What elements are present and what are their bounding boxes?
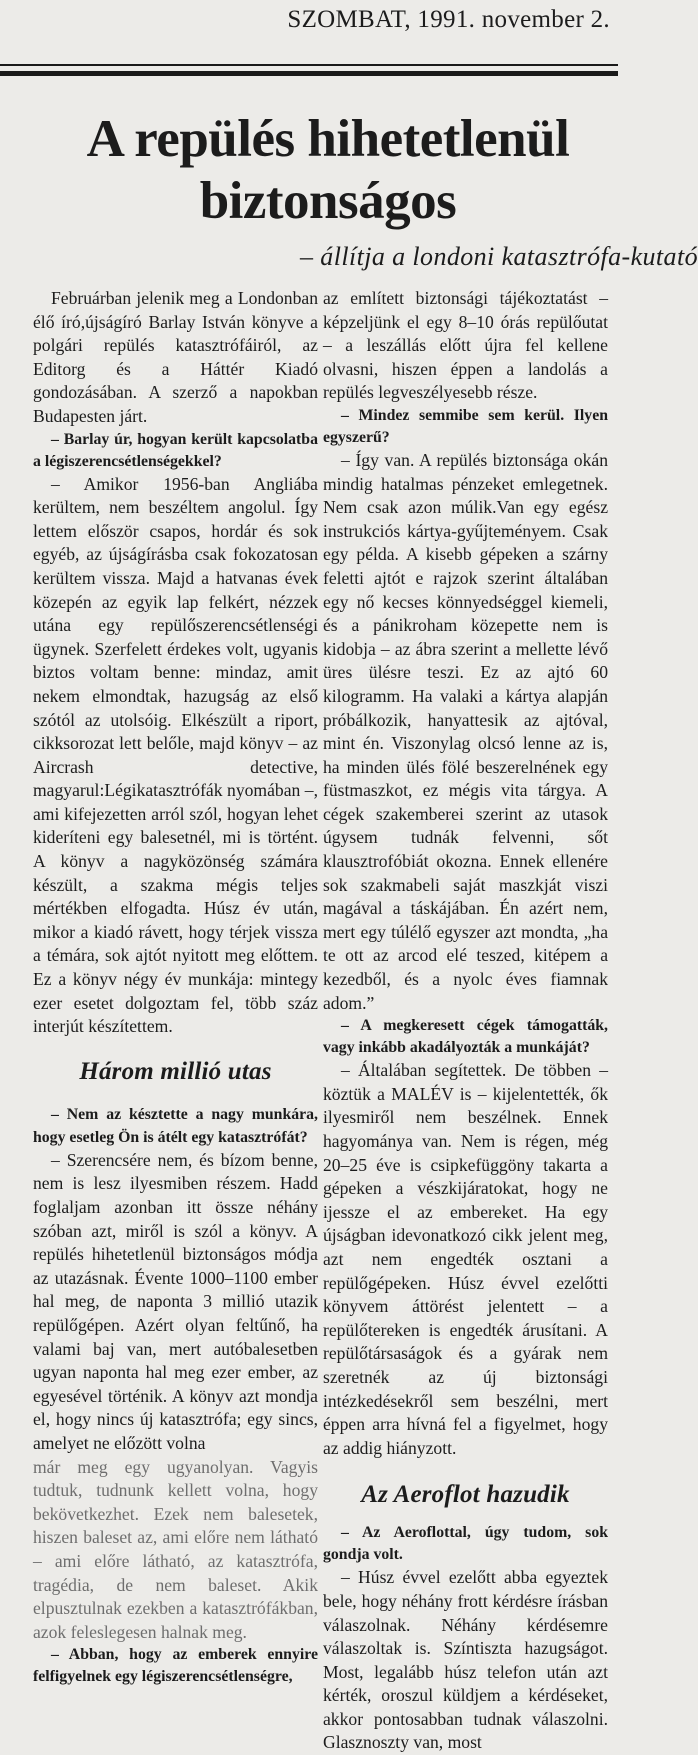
interview-question: – Nem az késztette a nagy munkára, hogy esetleg Ön is átélt egy katasztrófát? bbox=[33, 1105, 318, 1146]
interview-answer: – Általában segítettek. De többen – köztük a MALÉV is – kijelentették, ők ilyesmiről nem beszélnek. Ennek hagyománya van. Nem is régen, még 20–25 éve is csipkefüggöny takarta a gépeken a vészkijáratokat, hogy ne ijessze el az embereket. Ha egy újságban idevonatkozó cikk jelent meg, azt nem engedték osztani a repülőgépeken. Húsz évvel ezelőtti könyvem áttörést jelentett – a repülőtereken is engedték árusítani. A repülőtársaságok és a gyárak nem szeretnék az új biztonsági intézkedésekről sem beszélni, mert éppen arra hívná fel a figyelmet, hogy az addig hiányzott. bbox=[323, 1060, 608, 1458]
interview-answer-continued: az említett biztonsági tájékoztatást – képzeljünk el egy 8–10 órás repülőutat – a leszállás előtt újra fel kellene olvasni, hiszen éppen a landolás a repülés legveszélyesebb része. bbox=[323, 288, 608, 403]
section-subhead: Az Aeroflot hazudik bbox=[361, 1481, 570, 1509]
interview-answer: – Szerencsére nem, és bízom benne, nem is lesz ilyesmiben részem. Hadd foglaljam azonban itt össze néhány szóban azt, miről is szól a könyv. A repülés hihetetlenül biztonságos módja az utazásnak. Évente 1000–1100 ember hal meg, de naponta 3 millió utazik repülőgépen. Azért olyan feltűnő, ha valami baj van, mert autóbalesetben ugyan naponta hal meg ezer ember, az egyesével történik. A könyv azt mondja el, hogy nincs új katasztrófa; egy sincs, amelyet ne előzött volna bbox=[33, 1149, 318, 1453]
interview-question: – Abban, hogy az emberek ennyire felfigyelnek egy légiszerencsétlenségre, bbox=[33, 1646, 318, 1686]
article-headline: A repülés hihetetlenül biztonságos bbox=[86, 110, 570, 230]
article-column-left bbox=[33, 287, 318, 1688]
interview-question: – A megkeresett cégek támogatták, vagy inkább akadályozták a munkáját? bbox=[323, 1017, 608, 1057]
article-deck: – állítja a londoni katasztrófa-kutató bbox=[300, 242, 698, 271]
interview-question: – Mindez semmibe sem kerül. Ilyen egyszerű? bbox=[323, 406, 608, 446]
article-column-right bbox=[323, 287, 608, 1753]
interview-question: – Az Aeroflottal, úgy tudom, sok gondja volt. bbox=[323, 1524, 608, 1564]
interview-question: – Barlay úr, hogyan került kapcsolatba a légiszerencsétlenségekkel? bbox=[33, 430, 318, 470]
header-rule-thin bbox=[0, 64, 618, 66]
issue-date: SZOMBAT, 1991. november 2. bbox=[287, 6, 610, 33]
section-subhead: Három millió utas bbox=[79, 1057, 272, 1085]
interview-answer-continued: már meg egy ugyanolyan. Vagyis tudtuk, tudnunk kellett volna, hogy bekövetkezhet. Ezek nem balesetek, hiszen baleset az, ami előre nem látható – ami előre látható, az katasztrófa, tragédia, de nem baleset. Akik elpusztulnak ezekben a katasztrófákban, azok feleslegesen halnak meg. bbox=[33, 1456, 318, 1642]
lead-paragraph: Februárban jelenik meg a Londonban élő író,újságíró Barlay István könyve a polgári repülés katasztrófáiról, az Editorg és a Háttér Kiadó gondozásában. A szerző a napokban Budapesten járt. bbox=[33, 288, 318, 426]
interview-answer: – Így van. A repülés biztonsága okán mindig hatalmas pénzeket emlegetnek. Nem csak azon múlik.Van egy egész instrukciós kártya-gyűjteményem. Csak egy példa. A kisebb gépeken a szárny feletti ajtót e rajzok szerint általában egy nő kecses könnyedséggel kiemeli, és a pánikroham közepette nem is kidobja – az ábra szerint a mellette lévő üres ülésre teszi. Ez az ajtó 60 kilogramm. Ha valaki a kártya alapján próbálkozik, hanyattesik az ajtóval, mint én. Viszonylag olcsó lenne az is, ha minden ülés fölé beszerelnének egy füstmaszkot, ez mégis vita tárgya. A cégek szakemberei szerint az utasok úgysem tudnák felvenni, sőt klausztrofóbiát okozna. Ennek ellenére sok szakmabeli saját maszkját viszi magával a táskájában. Én azért nem, mert egy túlélő egyszer azt mondta, „ha te ott az arcod elé teszed, kitépem a kezedből, és a nyolc éves fiamnak adom.” bbox=[323, 449, 608, 1013]
interview-answer: – Amikor 1956-ban Angliába kerültem, nem beszéltem angolul. Így lettem először csapos, hordár és sok egyéb, az újságírásba csak fokozatosan kerültem vissza. Majd a hatvanas évek közepén az egyik lap felkért, nézzek utána egy repülőszerencsétlenségi ügynek. Szerfelett érdekes volt, ugyanis biztos voltam benne: mindaz, amit nekem elmondtak, hazugság az első szótól az utolsóig. Elkészült a riport, cikksorozat lett belőle, majd könyv – az Aircrash detective, magyarul:Légikatasztrófák nyomában –, ami kifejezetten arról szól, hogyan lehet kideríteni egy balesetnél, mi is történt. A könyv a nagyközönség számára készült, a szakma mégis teljes mértékben elfogadta. Húsz év után, mikor a kiadó rávett, hogy térjek vissza a témára, sok ajtót nyitott meg előttem. Ez a könyv négy év munkája: mintegy ezer esetet dolgoztam fel, több száz interjút készítettem. bbox=[33, 473, 318, 1037]
interview-answer: – Húsz évvel ezelőtt abba egyeztek bele, hogy néhány frott kérdésre írásban válaszolnak. Néhány kérdésemre válaszoltak is. Színtiszta hazugságot. Most, legalább húsz telefon után azt kérték, oroszul küldjem a kérdéseket, akkor pontosabban tudnak válaszolni. Glasznoszty van, most bbox=[323, 1567, 608, 1753]
header-rule-thick bbox=[0, 71, 618, 76]
